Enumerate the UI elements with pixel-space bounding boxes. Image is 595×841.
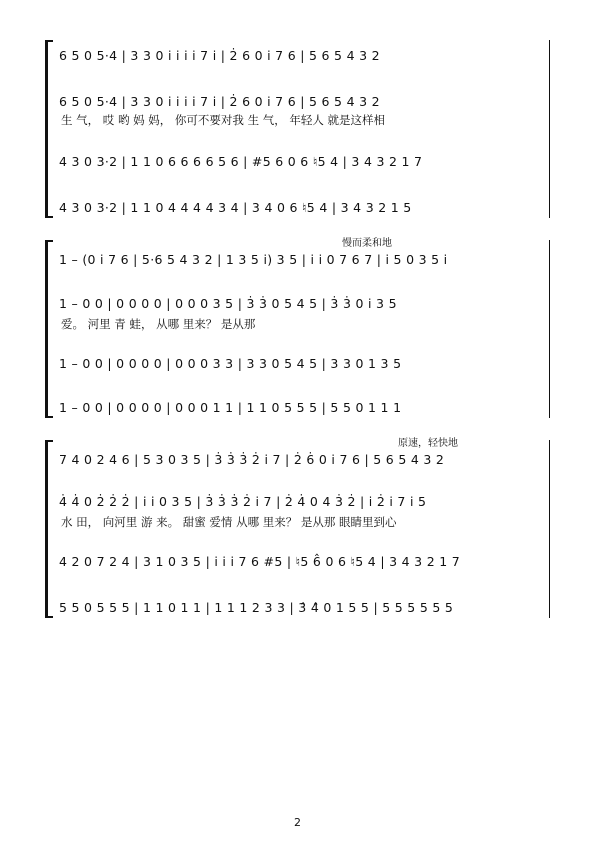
notes-line: 6 5 0 5·4 | 3 3 0 i i i i 7 i | 2̇ 6 0 i 7 6 | 5 6 5 4 3 2 (59, 48, 380, 63)
notes-line: 1 – (0 i 7 6 | 5·6 5 4 3 2 | 1 3 5 i) 3 5 | i i 0 7 6 7 | i 5 0 3 5 i (59, 252, 448, 267)
alto-part (59, 494, 550, 534)
notes-line: 1 – 0 0 | 0 0 0 0 | 0 0 0 3 3 | 3 3 0 5 4 5 | 3 3 0 1 3 5 (59, 356, 402, 371)
alto-part (59, 296, 550, 336)
notes-line: 1 – 0 0 | 0 0 0 0 | 0 0 0 3 5 | 3̇ 3̇ 0 5 4 5 | 3̇ 3̇ 0 i 3 5 (59, 296, 397, 311)
notes-line: 4 3 0 3·2 | 1 1 0 4 4 4 4 3 4 | 3 4 0 6 ♮5 4 | 3 4 3 2 1 5 (59, 200, 412, 215)
lyrics-line: 水 田， 向河里 游 来。 甜蜜 爱情 从哪 里来？ 是从那 眼睛里到心 (61, 515, 397, 529)
soprano-part (59, 252, 550, 276)
notes-line: 4 3 0 3·2 | 1 1 0 6 6 6 6 5 6 | #5 6 0 6 ♮5 4 | 3 4 3 2 1 7 (59, 154, 423, 169)
score-system-2 (45, 240, 550, 418)
tenor-part (59, 154, 550, 178)
notes-line: 4 2 0 7 2 4 | 3 1 0 3 5 | i i i 7 6 #5 | ♮5 6̂ 0 6 ♮5 4 | 3 4 3 2 1 7 (59, 554, 460, 569)
tenor-part (59, 554, 550, 578)
notes-line: 1 – 0 0 | 0 0 0 0 | 0 0 0 1 1 | 1 1 0 5 5 5 | 5 5 0 1 1 1 (59, 400, 402, 415)
bass-part (59, 400, 550, 424)
score-system-3 (45, 440, 550, 618)
bass-part (59, 600, 550, 624)
score-system-1 (45, 40, 550, 218)
page-number: 2 (294, 816, 301, 829)
system-bracket (45, 440, 48, 618)
lyrics-line: 爱。 河里 青 蛙， 从哪 里来？ 是从那 (61, 317, 256, 331)
notes-line: 5 5 0 5 5 5 | 1 1 0 1 1 | 1 1 1 2 3 3 | 3̂ 4̂ 0 1 5 5 | 5 5 5 5 5 5 (59, 600, 454, 615)
tempo-marking: 慢而柔和地 (342, 238, 392, 249)
notes-line: 7 4 0 2 4 6 | 5 3 0 3 5 | 3̇ 3̇ 3̇ 2̇ i 7 | 2̇ 6̇ 0 i 7 6 | 5 6 5 4 3 2 (59, 452, 445, 467)
notes-line: 4̇ 4̇ 0 2̇ 2̇ 2̇ | i i 0 3 5 | 3̇ 3̇ 3̇ 2̇ i 7 | 2̇ 4̇ 0 4 3̇ 2̇ | i 2̇ i 7 i 5 (59, 494, 427, 509)
soprano-part (59, 48, 550, 72)
system-bracket (45, 40, 48, 218)
bass-part (59, 200, 550, 224)
soprano-part (59, 452, 550, 476)
tempo-marking: 原速，轻快地 (398, 438, 458, 449)
tenor-part (59, 356, 550, 380)
notes-line: 6 5 0 5·4 | 3 3 0 i i i i 7 i | 2̇ 6 0 i 7 6 | 5 6 5 4 3 2 (59, 94, 380, 109)
system-bracket (45, 240, 48, 418)
alto-part (59, 94, 550, 134)
lyrics-line: 生 气， 哎 哟 妈 妈， 你可不要对我 生 气， 年轻人 就是这样相 (61, 113, 386, 127)
